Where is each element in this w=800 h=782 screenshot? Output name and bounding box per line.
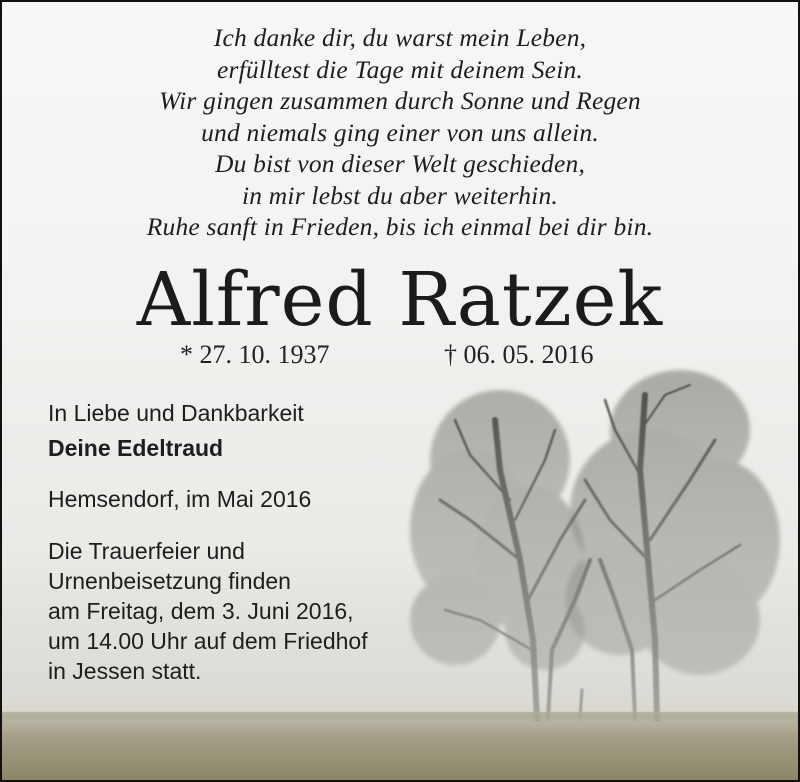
poem-verse bbox=[0, 22, 800, 243]
funeral-line: in Jessen statt. bbox=[48, 658, 202, 684]
poem-line: Ich danke dir, du warst mein Leben, bbox=[213, 23, 587, 52]
funeral-line: Die Trauerfeier und bbox=[48, 538, 245, 564]
poem-line: Wir gingen zusammen durch Sonne und Regen bbox=[159, 86, 641, 115]
place-date: Hemsendorf, im Mai 2016 bbox=[48, 486, 312, 512]
poem-line: Ruhe sanft in Frieden, bis ich einmal bei dir bin. bbox=[146, 212, 654, 241]
poem-line: und niemals ging einer von uns allein. bbox=[201, 117, 599, 147]
death-date: † 06. 05. 2016 bbox=[444, 340, 594, 369]
funeral-line: am Freitag, dem 3. Juni 2016, bbox=[48, 598, 354, 624]
mourners-line: In Liebe und Dankbarkeit bbox=[48, 400, 304, 426]
mourner-name: Deine Edeltraud bbox=[48, 435, 224, 461]
birth-date: * 27. 10. 1937 bbox=[180, 340, 330, 369]
poem-line: in mir lebst du aber weiterhin. bbox=[242, 180, 558, 210]
deceased-name: Alfred Ratzek bbox=[136, 257, 664, 343]
poem-line: erfülltest die Tage mit deinem Sein. bbox=[216, 54, 584, 84]
poem-line: Du bist von dieser Welt geschieden, bbox=[214, 149, 586, 178]
meadow-ground bbox=[0, 712, 800, 782]
funeral-line: Urnenbeisetzung finden bbox=[48, 568, 291, 594]
funeral-line: um 14.00 Uhr auf dem Friedhof bbox=[48, 628, 368, 654]
